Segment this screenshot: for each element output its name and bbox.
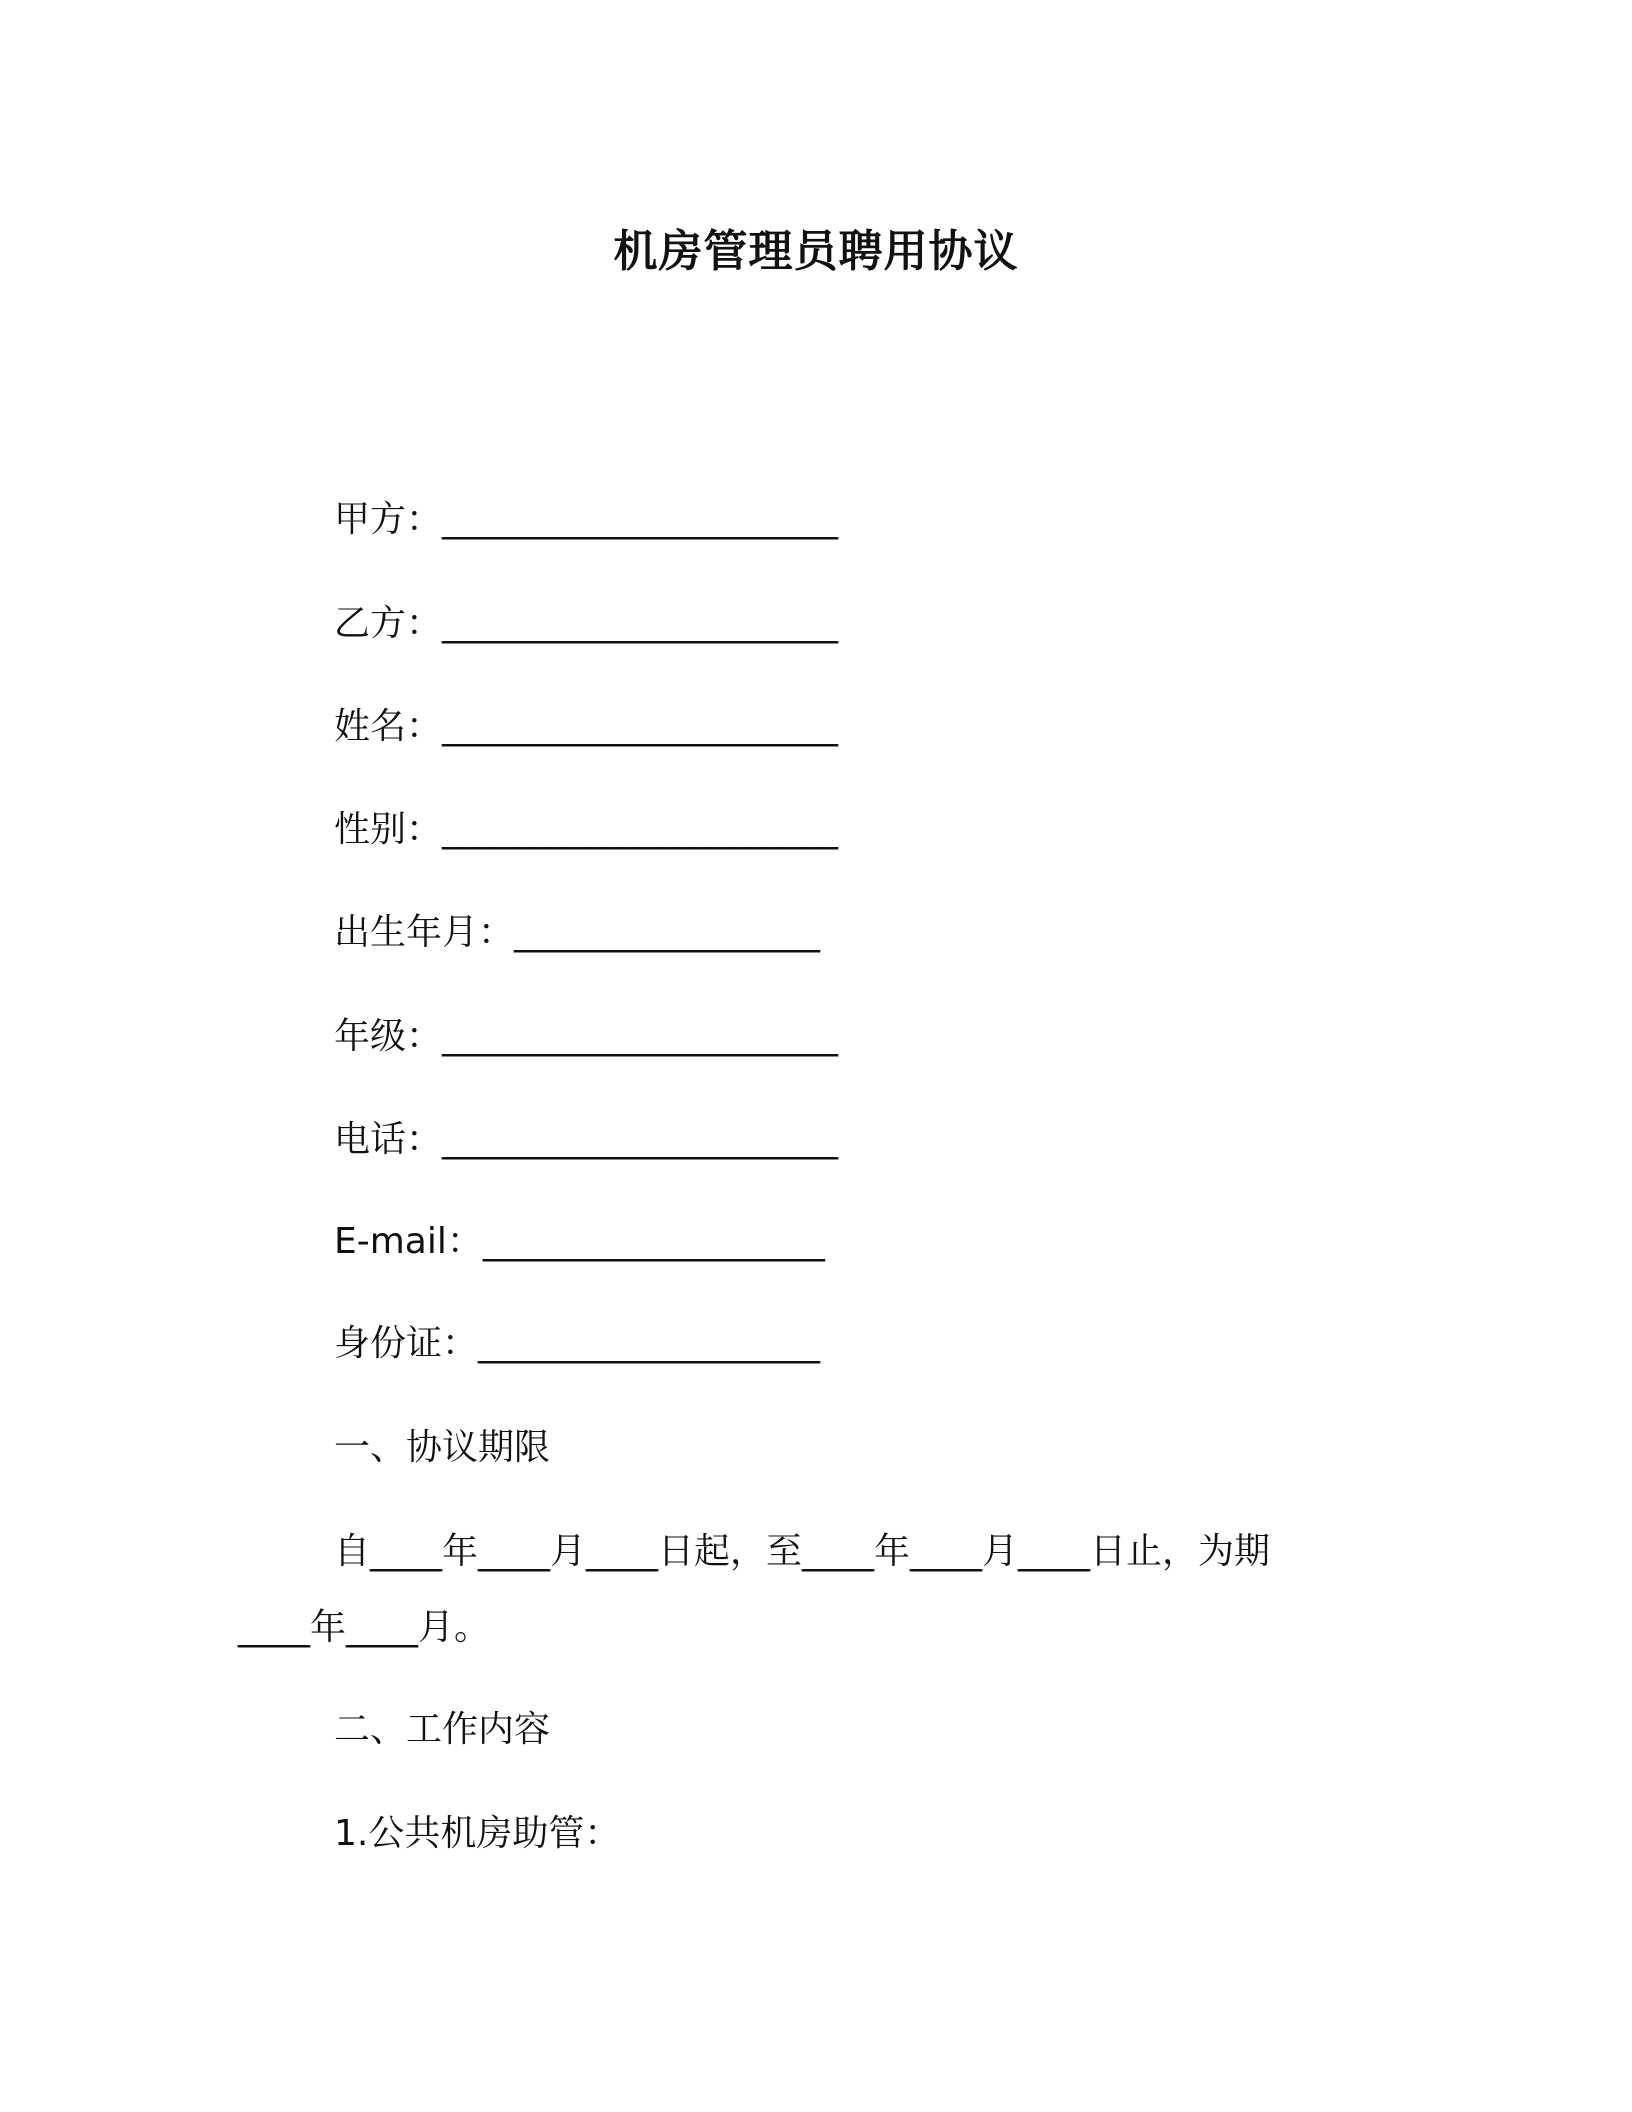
section-1-text-line-2: ____年____月。 xyxy=(238,1607,491,1648)
field-email: E-mail：___________________ xyxy=(334,1221,825,1262)
field-birth-date: 出生年月：_________________ xyxy=(334,912,821,953)
field-grade: 年级：______________________ xyxy=(334,1016,839,1057)
field-name: 姓名：______________________ xyxy=(334,706,839,747)
section-1-text-line-1: 自____年____月____日起，至____年____月____日止，为期 xyxy=(334,1531,1271,1572)
field-party-b: 乙方：______________________ xyxy=(334,603,839,644)
field-gender: 性别：______________________ xyxy=(334,809,839,850)
field-id-card: 身份证：___________________ xyxy=(334,1323,821,1364)
item-1-heading: 1.公共机房助管： xyxy=(334,1813,621,1854)
section-1-heading: 一、协议期限 xyxy=(334,1427,551,1468)
field-party-a: 甲方：______________________ xyxy=(334,499,839,540)
section-2-heading: 二、工作内容 xyxy=(334,1709,551,1750)
field-phone: 电话：______________________ xyxy=(334,1119,839,1160)
document-title: 机房管理员聘用协议 xyxy=(613,226,1019,277)
